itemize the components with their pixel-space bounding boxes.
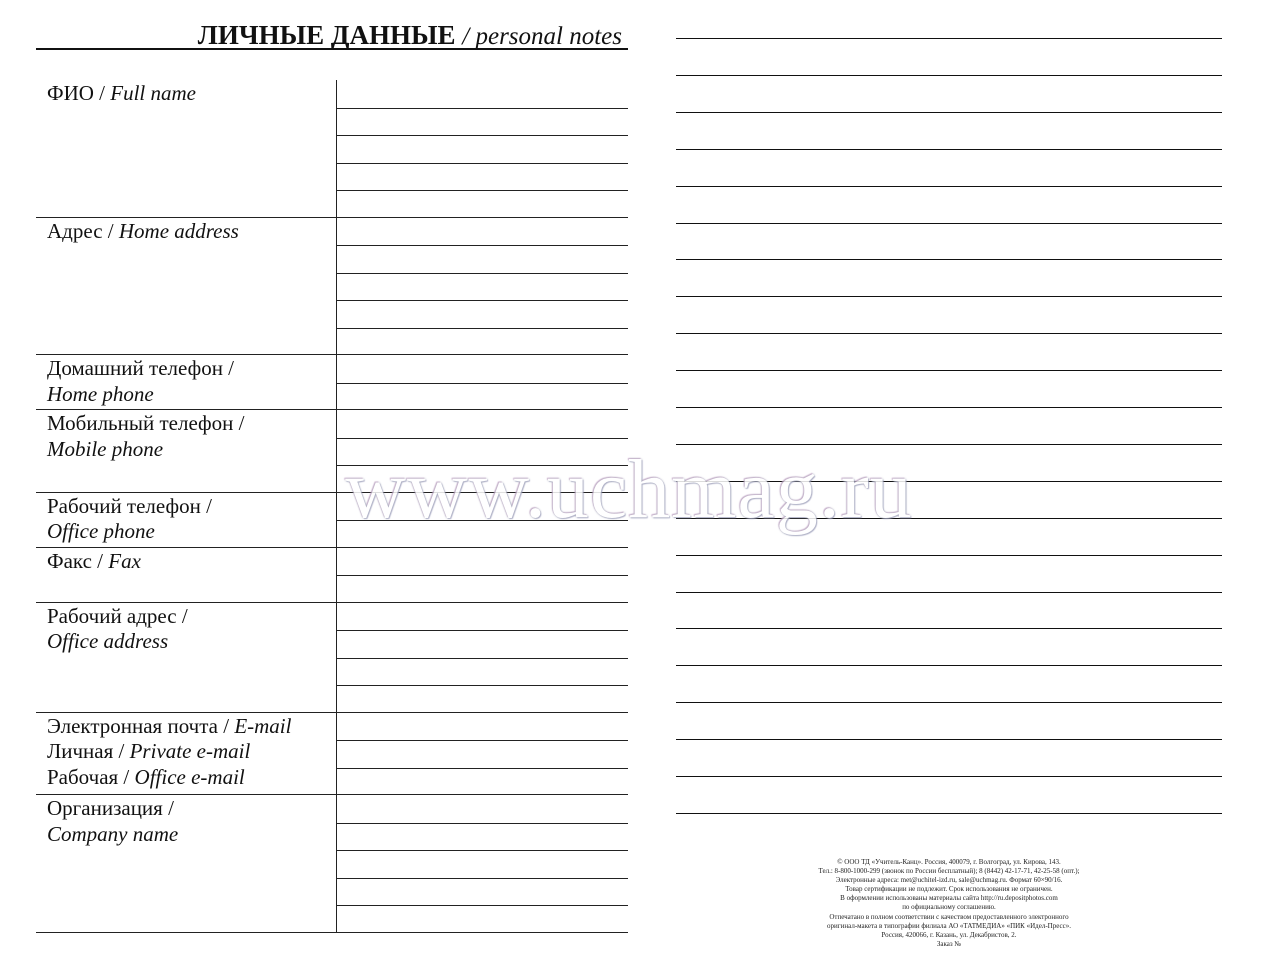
field-label — [47, 714, 337, 791]
note-line[interactable] — [676, 776, 1222, 777]
note-line[interactable] — [676, 702, 1222, 703]
writing-line[interactable] — [337, 190, 628, 191]
field-label-ru: Организация / — [47, 796, 174, 820]
field-label-line — [47, 356, 337, 382]
writing-line[interactable] — [337, 108, 628, 109]
field-label — [47, 219, 337, 245]
writing-line[interactable] — [337, 520, 628, 521]
field-label-ru: Личная / — [47, 739, 130, 763]
imprint-line: В оформлении использованы материалы сайта http://ru.depositphotos.com — [840, 894, 1058, 903]
field-label-en: Private e-mail — [129, 739, 251, 763]
field-label-en: Fax — [108, 548, 141, 573]
note-line[interactable] — [676, 592, 1222, 593]
form-row — [36, 218, 628, 356]
writing-line[interactable] — [337, 135, 628, 136]
field-label-ru: Рабочий адрес / — [47, 603, 188, 628]
column-divider — [336, 218, 337, 355]
publisher-imprint — [676, 858, 1222, 949]
field-label-line — [47, 822, 337, 848]
note-line[interactable] — [676, 75, 1222, 76]
note-line[interactable] — [676, 444, 1222, 445]
field-label-ru: Адрес / — [47, 218, 119, 243]
imprint-line: © ООО ТД «Учитель-Канц». Россия, 400079, г. Волгоград, ул. Кирова, 143. — [837, 858, 1061, 866]
imprint-line: Электронные адреса: met@uchitel-izd.ru, sale@uchmag.ru. Формат 60×90/16. — [835, 876, 1063, 885]
field-label-line — [47, 549, 337, 575]
writing-line[interactable] — [337, 823, 628, 824]
column-divider — [336, 713, 337, 795]
field-label-line — [47, 382, 337, 408]
field-label-en: Office address — [47, 629, 169, 653]
field-label — [47, 796, 337, 847]
field-label-ru: Мобильный телефон / — [47, 411, 245, 435]
note-line[interactable] — [676, 518, 1222, 519]
field-label-line — [47, 714, 337, 740]
field-label-line — [47, 519, 337, 545]
field-label-ru: Домашний телефон / — [47, 356, 235, 380]
note-line[interactable] — [676, 628, 1222, 629]
column-divider — [336, 410, 337, 492]
field-label-line — [47, 437, 337, 463]
imprint-line: Товар сертификации не подлежит. Срок использования не ограничен. — [845, 885, 1053, 894]
note-line[interactable] — [676, 149, 1222, 150]
personal-data-page — [36, 0, 628, 958]
note-line[interactable] — [676, 333, 1222, 334]
field-label — [47, 81, 337, 107]
form-row — [36, 713, 628, 796]
note-line[interactable] — [676, 259, 1222, 260]
note-line[interactable] — [676, 407, 1222, 408]
field-label-en: Office e-mail — [134, 764, 245, 789]
field-label-en: Office phone — [47, 519, 155, 543]
field-label — [47, 604, 337, 655]
field-label-en: Home phone — [47, 381, 154, 406]
note-line[interactable] — [676, 223, 1222, 224]
field-label-line — [47, 765, 337, 791]
watermark: www.uchmag.ru — [345, 443, 913, 536]
writing-line[interactable] — [337, 630, 628, 631]
note-line[interactable] — [676, 296, 1222, 297]
field-label-line — [47, 219, 337, 245]
form-row — [36, 795, 628, 933]
imprint-line: Заказ № — [936, 939, 962, 948]
field-label — [47, 411, 337, 462]
writing-line[interactable] — [337, 163, 628, 164]
field-label-en: Home address — [118, 218, 239, 243]
writing-line[interactable] — [337, 850, 628, 851]
title-ru: ЛИЧНЫЕ ДАННЫЕ — [197, 20, 456, 50]
title-underline — [36, 48, 628, 50]
form-row — [36, 548, 628, 603]
notes-page — [676, 0, 1222, 958]
column-divider — [336, 795, 337, 932]
writing-line[interactable] — [337, 328, 628, 329]
form-row — [36, 80, 628, 218]
note-line[interactable] — [676, 555, 1222, 556]
note-line[interactable] — [676, 38, 1222, 39]
form-row — [36, 603, 628, 713]
form-row — [36, 493, 628, 548]
note-line[interactable] — [676, 481, 1222, 482]
note-line[interactable] — [676, 739, 1222, 740]
field-label-ru: Рабочий телефон / — [47, 493, 212, 518]
title-en: / personal notes — [462, 23, 622, 50]
note-line[interactable] — [676, 186, 1222, 187]
field-label-ru: Факс / — [47, 548, 109, 573]
writing-line[interactable] — [337, 383, 628, 384]
field-label-ru: ФИО / — [47, 81, 111, 105]
note-line[interactable] — [676, 813, 1222, 814]
field-label-line — [47, 739, 337, 765]
field-label-en: Mobile phone — [47, 436, 164, 461]
writing-line[interactable] — [337, 465, 628, 466]
writing-line[interactable] — [337, 768, 628, 769]
field-label-line — [47, 81, 337, 107]
imprint-line: Отпечатано в полном соответствии с качеством предоставленного электронного — [829, 912, 1069, 921]
field-label-line — [47, 629, 337, 655]
field-label-en: E-mail — [234, 713, 292, 738]
imprint-line: оригинал-макета в типографии филиала АО «ТАТМЕДИА» «ПИК «Идел-Пресс». — [827, 921, 1071, 930]
field-label-line — [47, 494, 337, 520]
writing-line[interactable] — [337, 740, 628, 741]
personal-data-form — [36, 80, 628, 933]
field-label — [47, 494, 337, 545]
note-line[interactable] — [676, 370, 1222, 371]
writing-line[interactable] — [337, 575, 628, 576]
field-label-line — [47, 604, 337, 630]
writing-line[interactable] — [337, 658, 628, 659]
field-label — [47, 549, 337, 575]
writing-line[interactable] — [337, 685, 628, 686]
field-label-ru: Электронная почта / — [47, 713, 235, 738]
writing-line[interactable] — [337, 245, 628, 246]
writing-line[interactable] — [337, 878, 628, 879]
writing-line[interactable] — [337, 273, 628, 274]
field-label-line — [47, 796, 337, 822]
writing-line[interactable] — [337, 438, 628, 439]
column-divider — [336, 80, 337, 217]
form-row — [36, 355, 628, 410]
field-label-en: Company name — [47, 821, 179, 846]
note-line[interactable] — [676, 665, 1222, 666]
imprint-line: по официальному соглашению. — [902, 903, 996, 912]
field-label-line — [47, 411, 337, 437]
field-label — [47, 356, 337, 407]
writing-line[interactable] — [337, 905, 628, 906]
writing-line[interactable] — [337, 300, 628, 301]
note-line[interactable] — [676, 112, 1222, 113]
field-label-en: Full name — [110, 81, 196, 105]
form-row — [36, 410, 628, 493]
field-label-ru: Рабочая / — [47, 764, 135, 789]
imprint-line: Россия, 420066, г. Казань, ул. Декабристов, 2. — [881, 930, 1017, 939]
imprint-line: Тел.: 8-800-1000-299 (звонок по России бесплатный); 8 (8442) 42-17-71, 42-25-58 (опт.); — [818, 867, 1080, 876]
